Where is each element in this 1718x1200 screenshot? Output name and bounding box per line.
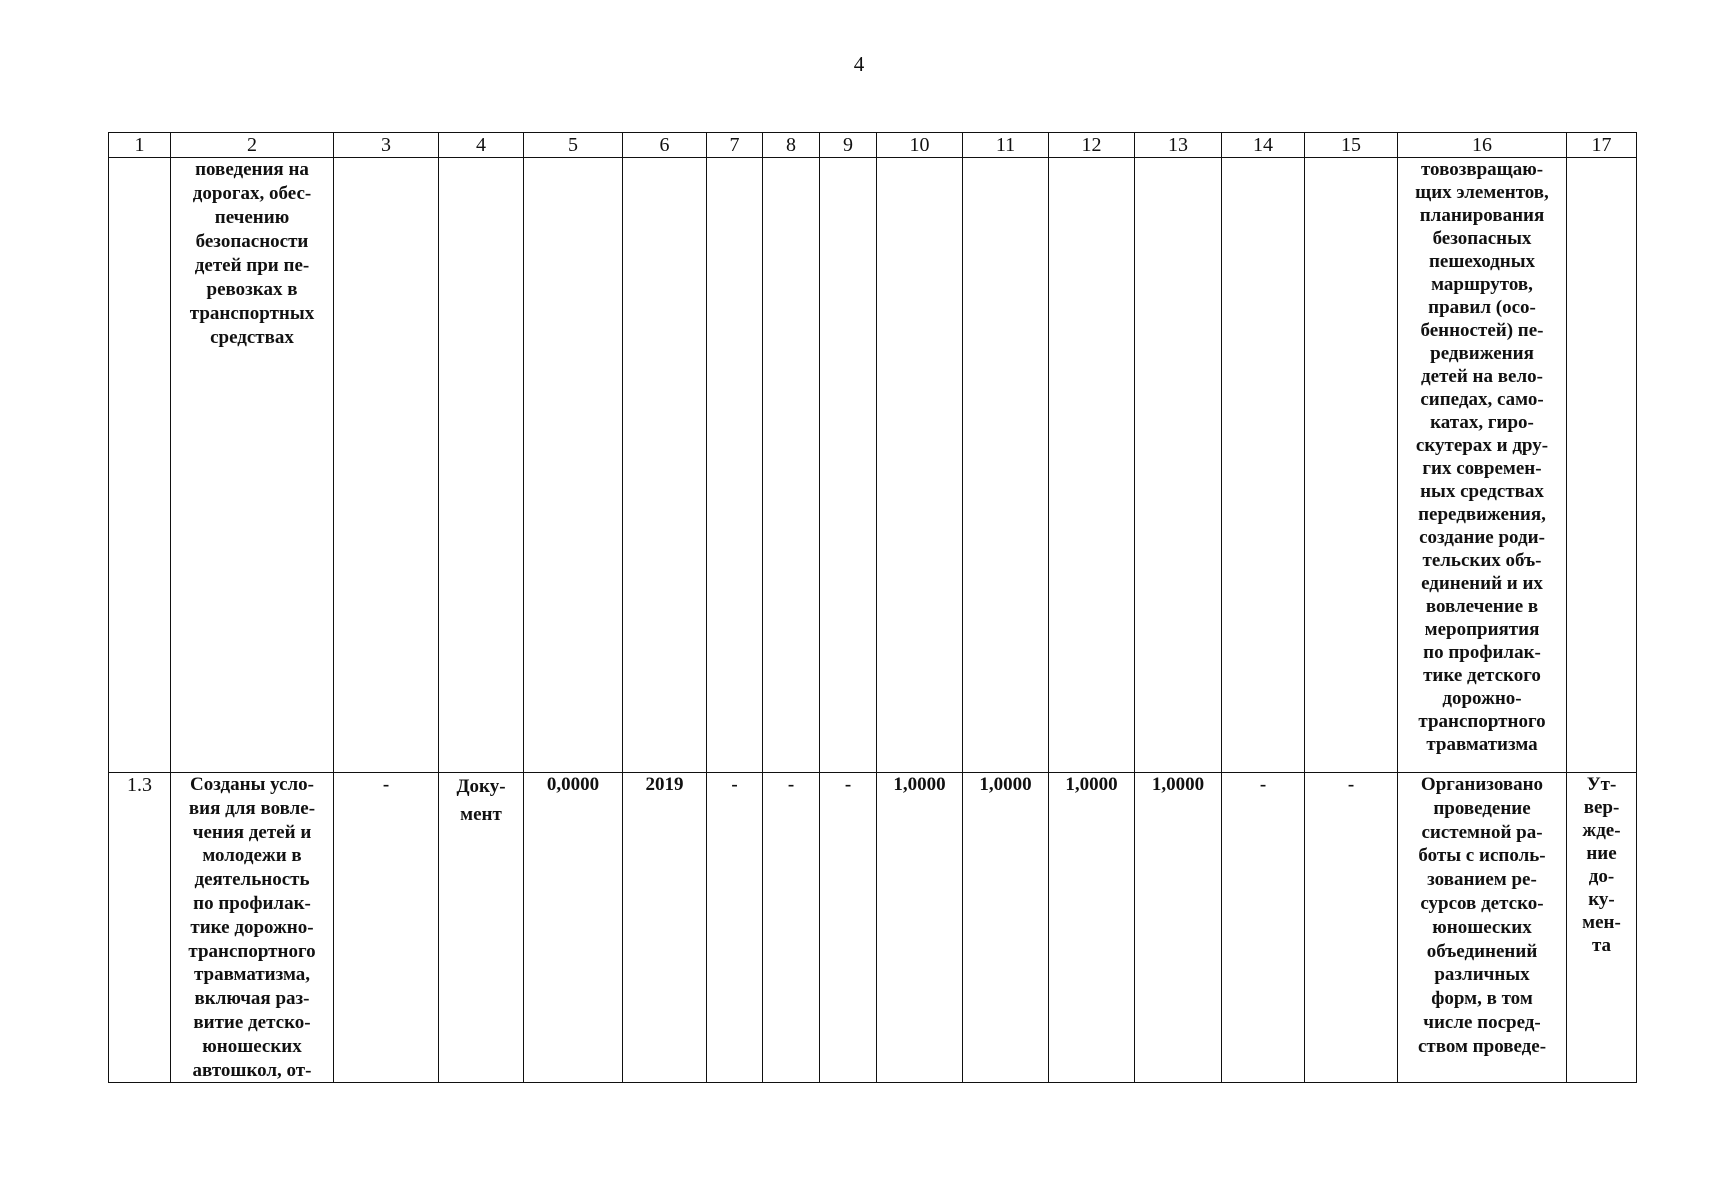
table-cell [524, 773, 623, 1083]
page-number: 4 [853, 52, 865, 76]
column-header: 9 [820, 133, 877, 158]
table-cell [1222, 158, 1305, 773]
table-cell [820, 158, 877, 773]
table-cell [877, 158, 963, 773]
column-header: 3 [334, 133, 439, 158]
cell-description: поведения на дорогах, обес- печению безопасности детей при пе- ревозках в транспортных средствах [189, 159, 315, 348]
column-header: 10 [877, 133, 963, 158]
table-cell [963, 158, 1049, 773]
column-header: 12 [1049, 133, 1135, 158]
cell-col15: - [1347, 774, 1355, 795]
table-cell [1398, 158, 1567, 773]
cell-col7: - [731, 774, 738, 795]
column-header: 15 [1305, 133, 1398, 158]
table-row-continuation [109, 158, 1637, 773]
table-cell [524, 158, 623, 773]
table-cell [1398, 773, 1567, 1083]
cell-col10: 1,0000 [893, 774, 946, 795]
column-number-row [109, 133, 1637, 158]
cell-col11: 1,0000 [979, 774, 1032, 795]
table-cell [820, 773, 877, 1083]
cell-result: Организовано проведение системной ра- боты с исполь- зованием ре- сурсов детско- юношеских объединений различных форм, в том числе посред- ством проведе- [1417, 774, 1547, 1057]
column-header: 14 [1222, 133, 1305, 158]
cell-col14: - [1259, 774, 1267, 795]
column-header: 6 [623, 133, 707, 158]
column-header: 8 [763, 133, 820, 158]
table-cell [1567, 158, 1637, 773]
table-cell [763, 158, 820, 773]
cell-col3: - [382, 774, 390, 795]
table-cell [171, 158, 334, 773]
column-header: 4 [439, 133, 524, 158]
table-cell [1305, 158, 1398, 773]
plan-table [108, 132, 1637, 1083]
column-header: 16 [1398, 133, 1567, 158]
cell-description: Созданы усло- вия для вовле- чения детей и молодежи в деятельность по профилак- тике дорожно- транспортного травматизма, включая раз- витие детско- юношеских автошкол, от- [188, 774, 316, 1081]
cell-unit: Доку- мент [456, 776, 506, 825]
table-cell [877, 773, 963, 1083]
cell-item-number: 1.3 [127, 774, 152, 796]
column-header: 11 [963, 133, 1049, 158]
table-cell [623, 158, 707, 773]
cell-col13: 1,0000 [1151, 774, 1205, 795]
cell-col8: - [787, 774, 795, 795]
table-cell [439, 158, 524, 773]
table-cell [963, 773, 1049, 1083]
column-header: 13 [1135, 133, 1222, 158]
table-cell [1135, 773, 1222, 1083]
table-cell [171, 773, 334, 1083]
table-cell [1567, 773, 1637, 1083]
cell-control-point: Ут- вер- жде- ние до- ку- мен- та [1582, 774, 1621, 956]
table-cell [334, 773, 439, 1083]
cell-base-value: 0,0000 [546, 774, 600, 795]
table-cell [707, 773, 763, 1083]
table-cell [109, 158, 171, 773]
table-row [109, 773, 1637, 1083]
table-cell [1305, 773, 1398, 1083]
table-cell [439, 773, 524, 1083]
table-cell [1222, 773, 1305, 1083]
column-header: 7 [707, 133, 763, 158]
table-cell [109, 773, 171, 1083]
table-cell [1049, 158, 1135, 773]
table-cell [707, 158, 763, 773]
table-cell [1135, 158, 1222, 773]
table-cell [763, 773, 820, 1083]
table-cell [334, 158, 439, 773]
table-cell [1049, 773, 1135, 1083]
cell-col9: - [844, 774, 852, 795]
cell-result: товозвращаю- щих элементов, планирования безопасных пешеходных маршрутов, правил (осо- бенностей) пе- редвижения детей на вело- сипедах, само- катах, гиро- скутерах и дру- гих современ- ных средствах передвижения, создание роди- тельских объ- единений и их вовлечение в мероприятия по профилак- тике детского дорожно- транспортного травматизма [1415, 159, 1549, 755]
column-header: 1 [109, 133, 171, 158]
column-header: 2 [171, 133, 334, 158]
cell-col12: 1,0000 [1065, 774, 1118, 795]
cell-year: 2019 [645, 774, 684, 795]
table-cell [623, 773, 707, 1083]
column-header: 17 [1567, 133, 1637, 158]
column-header: 5 [524, 133, 623, 158]
